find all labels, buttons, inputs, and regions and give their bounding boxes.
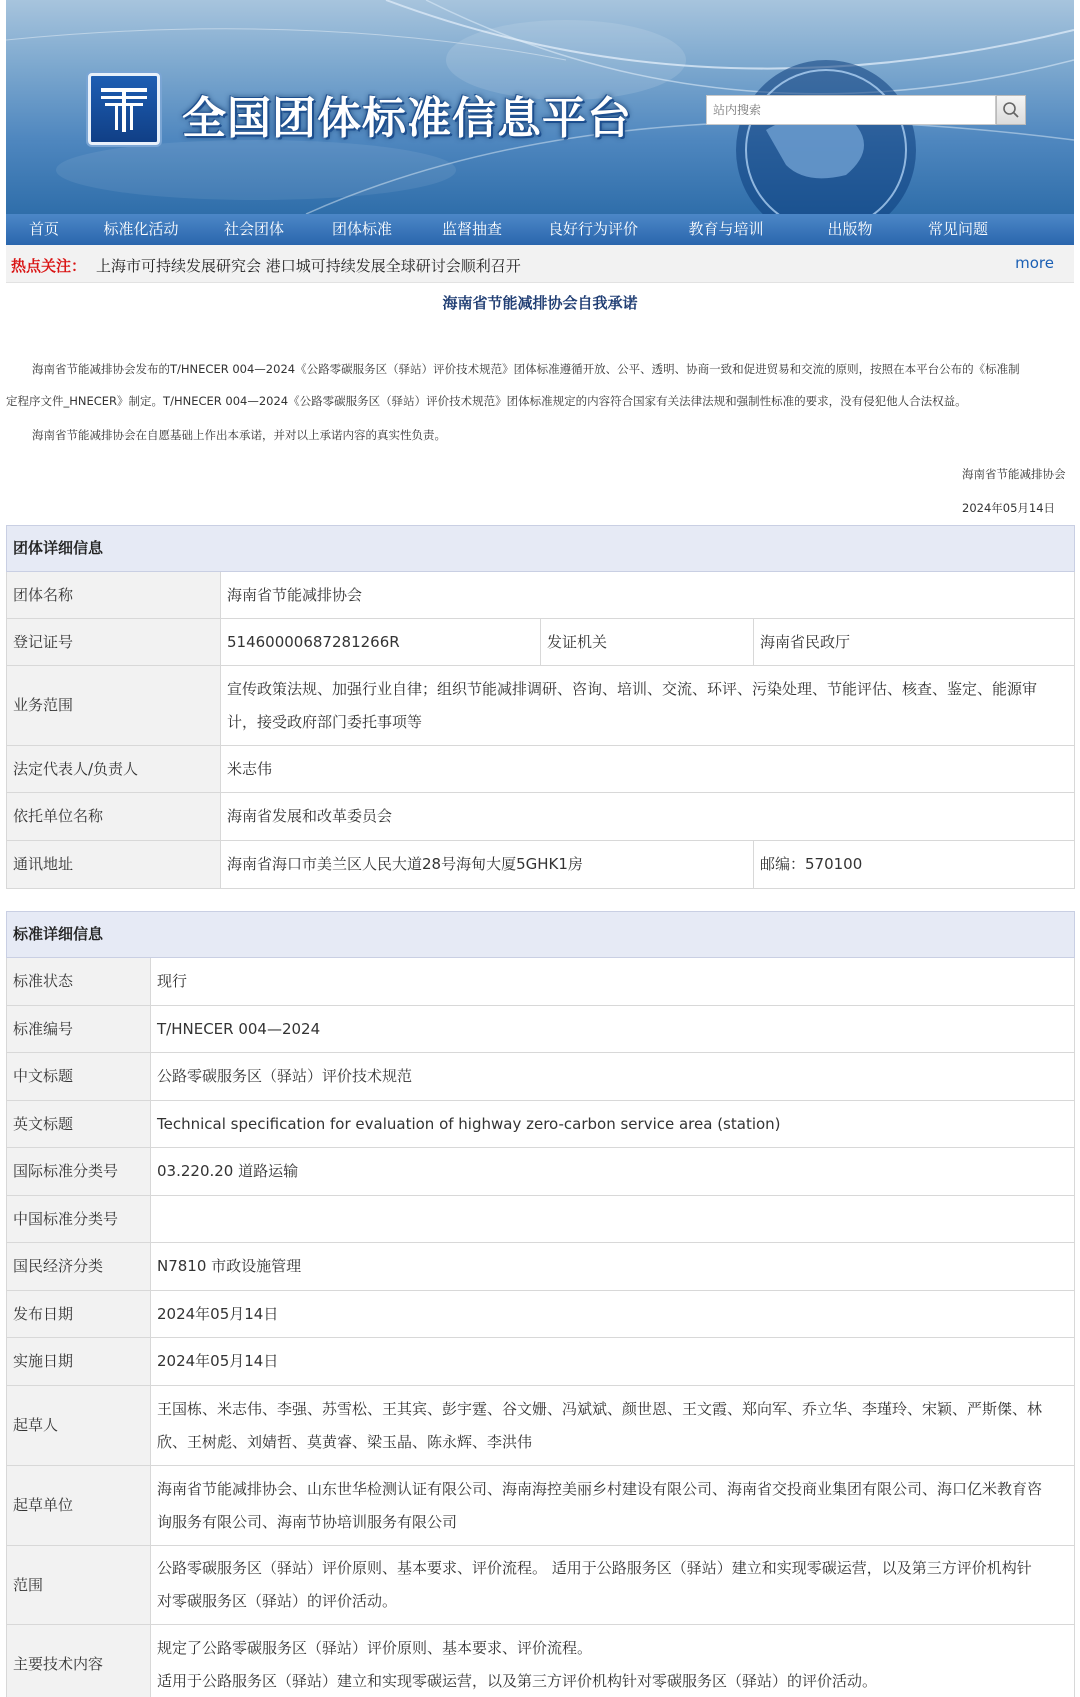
- site-title: 全国团体标准信息平台: [182, 93, 632, 144]
- ics-value: 03.220.20 道路运输: [151, 1148, 1075, 1196]
- english-title-label: 英文标题: [7, 1101, 151, 1148]
- search-button[interactable]: [996, 95, 1026, 125]
- nav-social-groups[interactable]: 社会团体: [223, 220, 284, 238]
- drafters-line-1: 王国栋、米志伟、李强、苏雪松、王其宾、彭宇霆、谷文姗、冯斌斌、颜世恩、王文霞、郑向军、乔立华、李瑾玲、宋颖、严斯傑、林: [157, 1399, 1043, 1418]
- reg-number-value: 51460000687281266R: [221, 619, 541, 666]
- org-name-label: 团体名称: [7, 572, 221, 619]
- address-label: 通讯地址: [7, 841, 221, 889]
- org-name-value: 海南省节能减排协会: [221, 572, 1075, 619]
- pledge-signer: 海南省节能减排协会: [962, 467, 1066, 481]
- english-title-value: Technical specification for evaluation of highway zero-carbon service area (station): [151, 1101, 1075, 1148]
- tech-content-value: [151, 1625, 1075, 1697]
- ccs-label: 中国标准分类号: [7, 1196, 151, 1243]
- tech-content-line-1: 规定了公路零碳服务区（驿站）评价原则、基本要求、评价流程。: [157, 1638, 593, 1657]
- org-section-heading: 团体详细信息: [7, 526, 1075, 572]
- standard-section-heading: 标准详细信息: [7, 912, 1075, 958]
- header-banner: [6, 0, 1074, 214]
- drafters-line-2: 欣、王树彪、刘婧哲、莫黄睿、梁玉晶、陈永辉、李洪伟: [157, 1432, 533, 1451]
- search-icon: [1002, 101, 1020, 119]
- legal-rep-label: 法定代表人/负责人: [7, 746, 221, 793]
- drafting-units-value: [151, 1466, 1075, 1546]
- nav-publications[interactable]: 出版物: [827, 220, 873, 238]
- standard-code-value: T/HNECER 004—2024: [151, 1006, 1075, 1053]
- business-scope-line-1: 宣传政策法规、加强行业自律；组织节能减排调研、咨询、培训、交流、环评、污染处理、节能评估、核查、鉴定、能源审: [227, 679, 1038, 698]
- drafting-units-label: 起草单位: [7, 1466, 151, 1546]
- address-value: 海南省海口市美兰区人民大道28号海甸大厦5GHK1房: [221, 841, 754, 889]
- drafters-label: 起草人: [7, 1386, 151, 1466]
- hot-news-bar: [6, 245, 1074, 283]
- publish-date-label: 发布日期: [7, 1291, 151, 1338]
- standard-code-label: 标准编号: [7, 1006, 151, 1053]
- economic-classification-value: N7810 市政设施管理: [151, 1243, 1075, 1291]
- reg-number-label: 登记证号: [7, 619, 221, 666]
- nav-standardization-activities[interactable]: 标准化活动: [103, 220, 179, 238]
- economic-classification-label: 国民经济分类: [7, 1243, 151, 1291]
- chinese-title-value: 公路零碳服务区（驿站）评价技术规范: [151, 1053, 1075, 1101]
- postcode-value: 邮编：570100: [754, 841, 1075, 889]
- main-nav: [6, 214, 1074, 245]
- site-logo[interactable]: [88, 73, 160, 145]
- nav-faq[interactable]: 常见问题: [927, 220, 988, 238]
- legal-rep-value: 米志伟: [221, 746, 1075, 793]
- chinese-title-label: 中文标题: [7, 1053, 151, 1101]
- issuing-authority-label: 发证机关: [541, 619, 754, 666]
- page-title: 海南省节能减排协会自我承诺: [442, 294, 638, 312]
- status-value: 现行: [151, 958, 1075, 1006]
- pledge-paragraph-2: 海南省节能减排协会在自愿基础上作出本承诺，并对以上承诺内容的真实性负责。: [32, 428, 446, 442]
- tech-content-label: 主要技术内容: [7, 1625, 151, 1697]
- logo-icon: [91, 76, 157, 142]
- nav-education-training[interactable]: 教育与培训: [688, 220, 764, 238]
- org-info-table: [6, 525, 1075, 889]
- business-scope-line-2: 计，接受政府部门委托事项等: [227, 712, 423, 731]
- ccs-value: [151, 1196, 1075, 1243]
- drafting-units-line-1: 海南省节能减排协会、山东世华检测认证有限公司、海南海控美丽乡村建设有限公司、海南省交投商业集团有限公司、海口亿米教育咨: [157, 1479, 1043, 1498]
- range-line-1: 公路零碳服务区（驿站）评价原则、基本要求、评价流程。 适用于公路服务区（驿站）建立和实现零碳运营，以及第三方评价机构针: [157, 1559, 1032, 1577]
- hot-news-link[interactable]: 上海市可持续发展研究会 港口城可持续发展全球研讨会顺利召开: [96, 257, 521, 275]
- implement-date-label: 实施日期: [7, 1338, 151, 1386]
- range-value: [151, 1546, 1075, 1625]
- search-input[interactable]: [706, 95, 996, 125]
- range-label: 范围: [7, 1546, 151, 1625]
- pledge-date: 2024年05月14日: [962, 501, 1056, 515]
- pledge-paragraph-1-line-2: 定程序文件_HNECER》制定。T/HNECER 004—2024《公路零碳服务区（驿站）评价技术规范》团体标准规定的内容符合国家有关法律法规和强制性标准的要求，没有侵犯他人合法权益。: [6, 394, 967, 408]
- nav-group-standards[interactable]: 团体标准: [331, 220, 392, 238]
- sponsor-unit-label: 依托单位名称: [7, 793, 221, 841]
- implement-date-value: 2024年05月14日: [151, 1338, 1075, 1386]
- drafters-value: [151, 1386, 1075, 1466]
- ics-label: 国际标准分类号: [7, 1148, 151, 1196]
- search-box: [706, 95, 998, 125]
- tech-content-line-2: 适用于公路服务区（驿站）建立和实现零碳运营，以及第三方评价机构针对零碳服务区（驿站）的评价活动。: [157, 1671, 878, 1690]
- nav-supervision[interactable]: 监督抽查: [441, 220, 502, 238]
- nav-good-behavior-evaluation[interactable]: 良好行为评价: [547, 220, 638, 238]
- nav-home[interactable]: 首页: [28, 220, 59, 238]
- business-scope-label: 业务范围: [7, 666, 221, 746]
- drafting-units-line-2: 询服务有限公司、海南节协培训服务有限公司: [157, 1512, 458, 1531]
- standard-info-table: [6, 911, 1075, 1697]
- issuing-authority-value: 海南省民政厅: [754, 619, 1075, 666]
- business-scope-value: [221, 666, 1075, 746]
- more-link[interactable]: more: [1015, 254, 1054, 272]
- sponsor-unit-value: 海南省发展和改革委员会: [221, 793, 1075, 841]
- status-label: 标准状态: [7, 958, 151, 1006]
- hot-news-label: 热点关注：: [11, 257, 87, 275]
- pledge-paragraph-1-line-1: 海南省节能减排协会发布的T/HNECER 004—2024《公路零碳服务区（驿站）评价技术规范》团体标准遵循开放、公平、透明、协商一致和促进贸易和交流的原则，按照在本平台公布的《标准制: [32, 362, 1020, 376]
- publish-date-value: 2024年05月14日: [151, 1291, 1075, 1338]
- range-line-2: 对零碳服务区（驿站）的评价活动。: [157, 1592, 398, 1610]
